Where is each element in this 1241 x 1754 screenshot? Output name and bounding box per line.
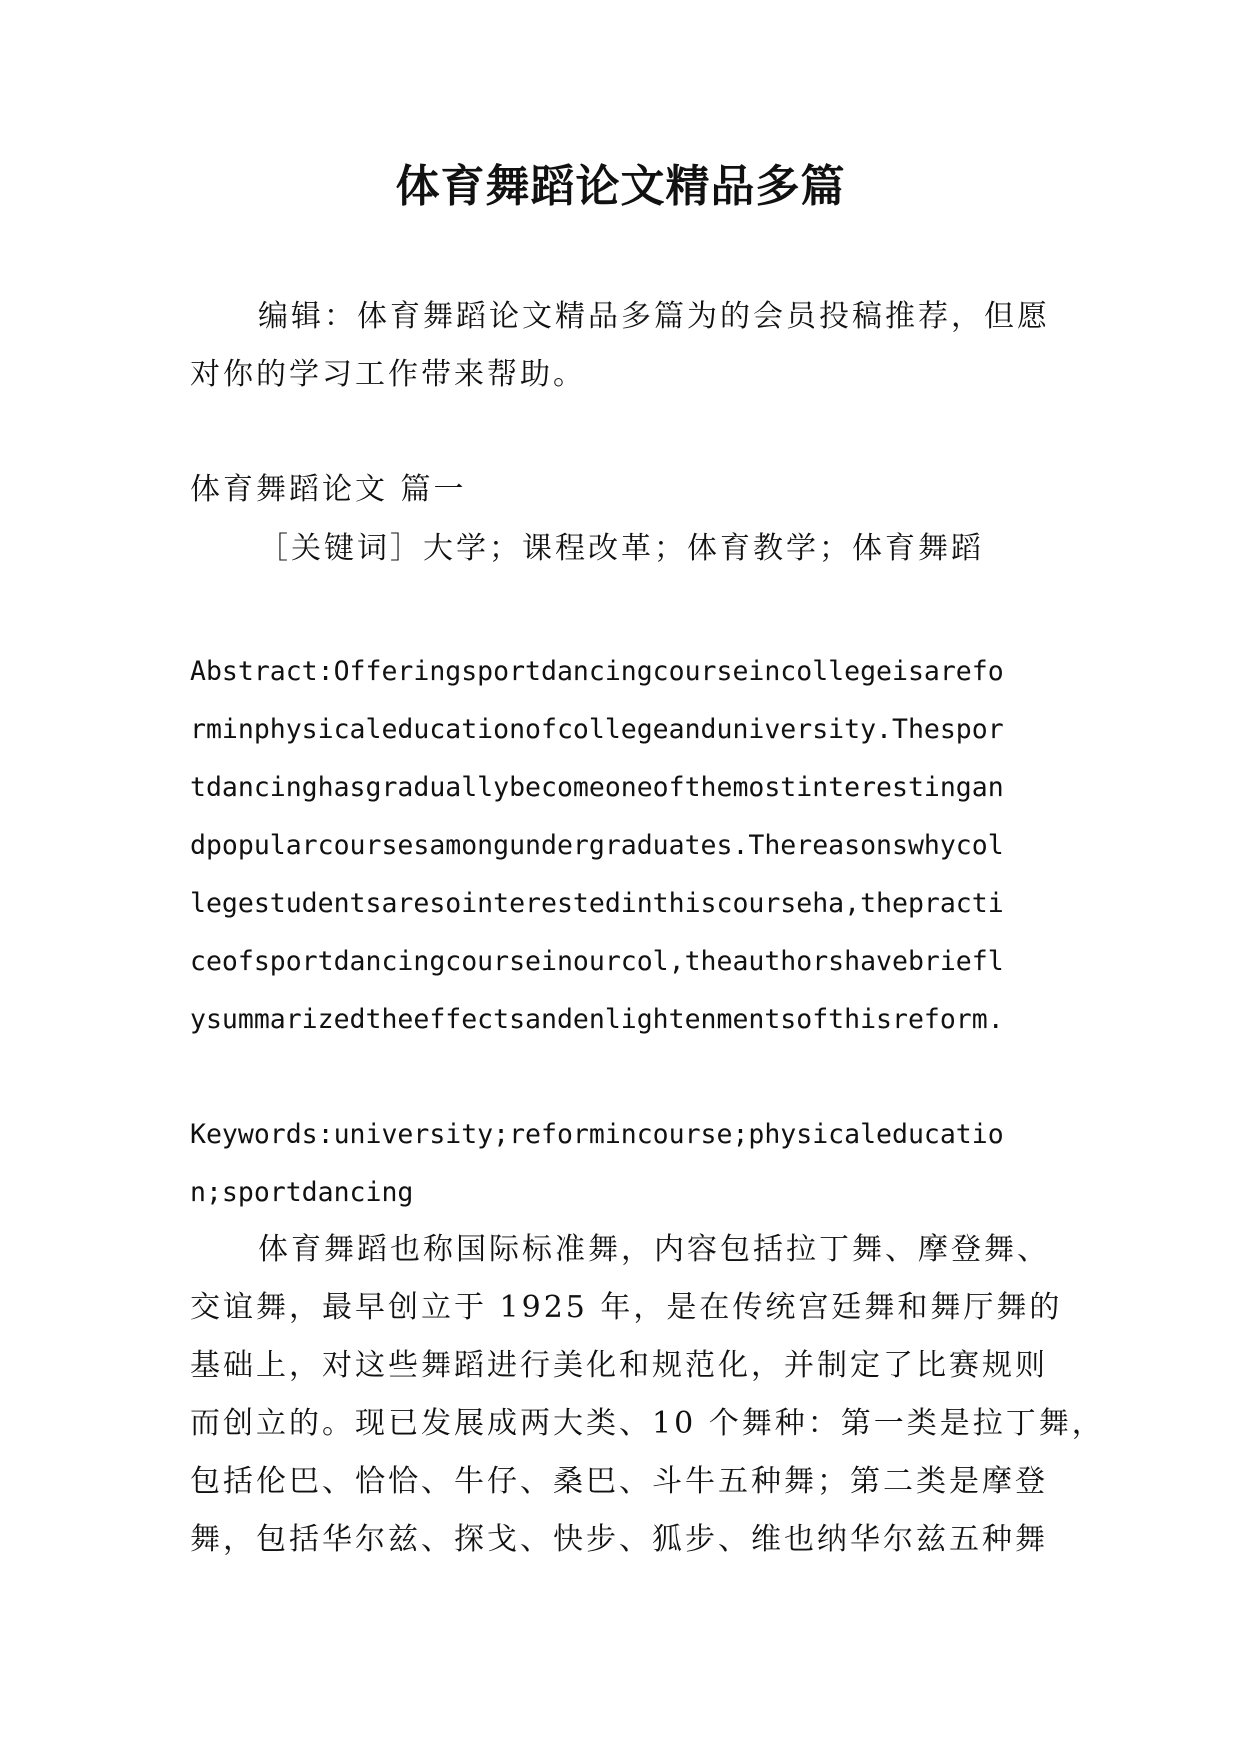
document-title: 体育舞蹈论文精品多篇 xyxy=(395,161,846,212)
abstract-line: ysummarizedtheeffectsandenlightenmentsofthisreform. xyxy=(190,1004,1004,1035)
abstract-paragraph xyxy=(190,643,1070,1049)
intro-paragraph xyxy=(190,288,1070,404)
abstract-line: tdancinghasgraduallybecomeoneofthemostinterestingan xyxy=(190,772,1004,803)
keywords-cn-block xyxy=(190,520,1070,578)
body-paragraph xyxy=(190,1221,1105,1569)
keywords-en-line: n;sportdancing xyxy=(190,1177,414,1208)
section-heading-block xyxy=(190,461,1070,519)
keywords-en-paragraph xyxy=(190,1106,1070,1222)
body-line: 而创立的。现已发展成两大类、10 个舞种：第一类是拉丁舞， xyxy=(190,1406,1105,1441)
body-line: 舞，包括华尔兹、探戈、快步、狐步、维也纳华尔兹五种舞 xyxy=(190,1522,1048,1557)
intro-line: 对你的学习工作带来帮助。 xyxy=(190,357,586,392)
abstract-line: dpopularcoursesamongundergraduates.Thereasonswhycol xyxy=(190,830,1004,861)
body-line: 基础上，对这些舞蹈进行美化和规范化，并制定了比赛规则 xyxy=(190,1348,1048,1383)
section-heading: 体育舞蹈论文 篇一 xyxy=(190,472,467,507)
abstract-line: legestudentsaresointerestedinthiscourseha,thepracti xyxy=(190,888,1004,919)
body-line: 交谊舞，最早创立于 1925 年，是在传统宫廷舞和舞厅舞的 xyxy=(190,1290,1063,1325)
abstract-line: rminphysicaleducationofcollegeanduniversity.Thespor xyxy=(190,714,1004,745)
abstract-line: ceofsportdancingcourseinourcol,theauthorshavebriefl xyxy=(190,946,1004,977)
abstract-line: Abstract:Offeringsportdancingcourseincollegeisarefo xyxy=(190,656,1004,687)
keywords-cn: ［关键词］大学；课程改革；体育教学；体育舞蹈 xyxy=(258,531,984,566)
body-line: 包括伦巴、恰恰、牛仔、桑巴、斗牛五种舞；第二类是摩登 xyxy=(190,1464,1048,1499)
keywords-en-line: Keywords:university;reformincourse;physicaleducatio xyxy=(190,1119,1004,1150)
intro-line: 编辑：体育舞蹈论文精品多篇为的会员投稿推荐，但愿 xyxy=(258,299,1050,334)
body-line: 体育舞蹈也称国际标准舞，内容包括拉丁舞、摩登舞、 xyxy=(258,1232,1050,1267)
